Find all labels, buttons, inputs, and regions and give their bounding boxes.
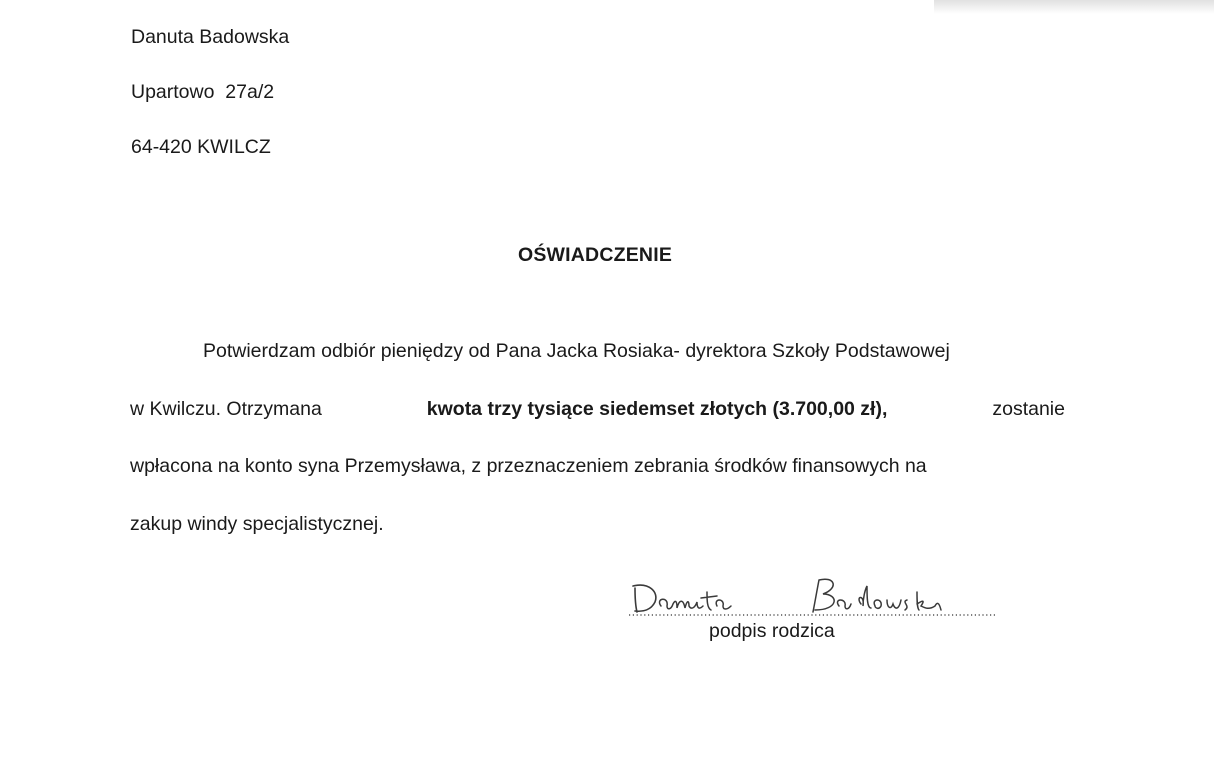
sender-address [131, 10, 289, 175]
body-line-2-pre: w Kwilczu. Otrzymana [130, 397, 322, 420]
body-line-3 [130, 438, 1065, 496]
body-line-3-text: wpłacona na konto syna Przemysława, z przeznaczeniem zebrania środków finansowych na [130, 455, 927, 477]
sender-street: Upartowo 27a/2 [131, 81, 275, 103]
body-line-2 [130, 381, 1065, 439]
sender-city: 64-420 KWILCZ [131, 136, 271, 158]
statement-body [130, 323, 1065, 553]
body-line-1-text: Potwierdzam odbiór pieniędzy od Pana Jacka Rosiaka- dyrektora Szkoły Podstawowej [203, 340, 950, 362]
body-line-4-text: zakup windy specjalistycznej. [130, 512, 384, 535]
body-line-4 [130, 496, 1065, 554]
sender-name: Danuta Badowska [131, 26, 290, 48]
scan-edge-shadow [934, 0, 1214, 14]
amount-text: kwota trzy tysiące siedemset złotych (3.700,00 zł), [426, 397, 888, 420]
body-line-2-post: zostanie [992, 397, 1065, 420]
body-line-1 [130, 323, 1065, 381]
document-title: OŚWIADCZENIE [517, 244, 673, 266]
signature-caption: podpis rodzica [709, 620, 835, 642]
handwritten-signature [625, 566, 1005, 622]
